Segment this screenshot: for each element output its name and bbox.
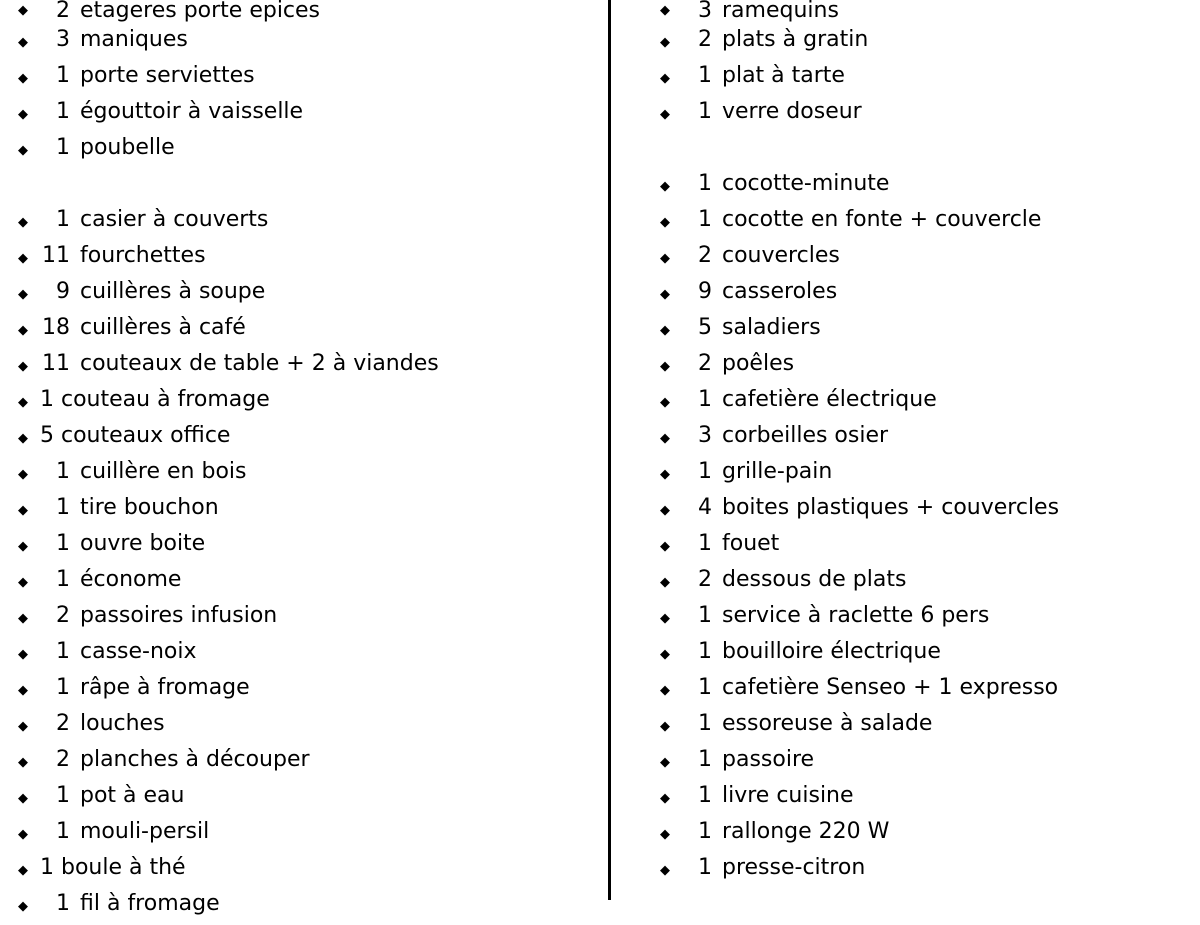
left-column xyxy=(0,0,600,916)
bullet-icon: ◆ xyxy=(18,359,28,374)
item-quantity: 1 xyxy=(698,639,712,664)
item-quantity: 2 xyxy=(698,27,712,52)
item-quantity: 1 xyxy=(40,387,54,412)
bullet-icon: ◆ xyxy=(660,683,670,698)
item-label: presse-citron xyxy=(722,855,866,880)
item-label: fil à fromage xyxy=(80,891,220,916)
bullet-icon: ◆ xyxy=(18,35,28,50)
list-item xyxy=(660,22,1200,58)
item-quantity: 1 xyxy=(56,99,70,124)
right-column xyxy=(660,0,1200,886)
item-quantity: 9 xyxy=(698,279,712,304)
list-item xyxy=(660,706,1200,742)
bullet-icon: ◆ xyxy=(660,107,670,122)
bullet-icon: ◆ xyxy=(660,647,670,662)
list-item xyxy=(660,274,1200,310)
bullet-icon: ◆ xyxy=(18,107,28,122)
item-label: boites plastiques + couvercles xyxy=(722,495,1060,520)
item-quantity: 3 xyxy=(56,27,70,52)
item-quantity: 1 xyxy=(56,531,70,556)
item-quantity: 1 xyxy=(40,855,54,880)
item-quantity: 1 xyxy=(698,207,712,232)
item-quantity: 2 xyxy=(56,0,70,23)
item-quantity: 1 xyxy=(56,567,70,592)
item-label: maniques xyxy=(80,27,188,52)
bullet-icon: ◆ xyxy=(660,71,670,86)
list-item xyxy=(18,0,600,22)
list-item xyxy=(660,166,1200,202)
bullet-icon: ◆ xyxy=(660,215,670,230)
list-item xyxy=(18,22,600,58)
bullet-icon: ◆ xyxy=(18,683,28,698)
item-quantity: 2 xyxy=(56,711,70,736)
bullet-icon: ◆ xyxy=(18,251,28,266)
list-item xyxy=(18,274,600,310)
bullet-icon: ◆ xyxy=(18,791,28,806)
list-item xyxy=(660,778,1200,814)
list-item xyxy=(18,238,600,274)
item-quantity: 1 xyxy=(56,135,70,160)
item-label: essoreuse à salade xyxy=(722,711,933,736)
list-item xyxy=(660,850,1200,886)
list-item xyxy=(660,634,1200,670)
inventory-list-right xyxy=(660,0,1200,886)
list-item xyxy=(660,310,1200,346)
item-quantity: 1 xyxy=(698,531,712,556)
item-quantity: 1 xyxy=(698,675,712,700)
list-item xyxy=(18,490,600,526)
item-label: ouvre boite xyxy=(80,531,206,556)
item-quantity: 1 xyxy=(698,99,712,124)
item-quantity: 3 xyxy=(698,0,712,23)
bullet-icon: ◆ xyxy=(18,3,28,18)
list-item xyxy=(18,742,600,778)
item-quantity: 9 xyxy=(56,279,70,304)
item-quantity: 2 xyxy=(698,243,712,268)
bullet-icon: ◆ xyxy=(18,503,28,518)
item-quantity: 1 xyxy=(698,63,712,88)
item-label: boule à thé xyxy=(61,855,186,880)
item-label: passoire xyxy=(722,747,815,772)
bullet-icon: ◆ xyxy=(660,827,670,842)
item-label: passoires infusion xyxy=(80,603,278,628)
item-label: louches xyxy=(80,711,165,736)
item-label: poubelle xyxy=(80,135,175,160)
item-quantity: 11 xyxy=(42,351,70,376)
item-label: couteaux office xyxy=(61,423,231,448)
item-quantity: 2 xyxy=(698,351,712,376)
item-quantity: 1 xyxy=(698,459,712,484)
list-item xyxy=(18,886,600,916)
item-label: rallonge 220 W xyxy=(722,819,890,844)
list-spacer xyxy=(660,130,1200,166)
item-label: cuillère en bois xyxy=(80,459,247,484)
item-quantity: 1 xyxy=(56,675,70,700)
item-label: fouet xyxy=(722,531,780,556)
list-item xyxy=(660,0,1200,22)
bullet-icon: ◆ xyxy=(660,539,670,554)
bullet-icon: ◆ xyxy=(660,251,670,266)
bullet-icon: ◆ xyxy=(18,719,28,734)
item-quantity: 1 xyxy=(56,783,70,808)
item-label: porte serviettes xyxy=(80,63,255,88)
item-label: grille-pain xyxy=(722,459,833,484)
item-label: service à raclette 6 pers xyxy=(722,603,990,628)
item-label: couteau à fromage xyxy=(61,387,270,412)
item-quantity: 1 xyxy=(56,819,70,844)
list-item xyxy=(18,418,600,454)
bullet-icon: ◆ xyxy=(660,575,670,590)
list-item xyxy=(18,94,600,130)
item-quantity: 1 xyxy=(698,819,712,844)
item-quantity: 11 xyxy=(42,243,70,268)
list-item xyxy=(18,778,600,814)
list-spacer xyxy=(18,166,600,202)
item-quantity: 2 xyxy=(56,603,70,628)
bullet-icon: ◆ xyxy=(18,539,28,554)
bullet-icon: ◆ xyxy=(18,287,28,302)
item-label: pot à eau xyxy=(80,783,185,808)
item-label: planches à découper xyxy=(80,747,310,772)
bullet-icon: ◆ xyxy=(660,179,670,194)
bullet-icon: ◆ xyxy=(18,575,28,590)
list-item xyxy=(18,850,600,886)
bullet-icon: ◆ xyxy=(18,827,28,842)
list-item xyxy=(660,526,1200,562)
item-label: couvercles xyxy=(722,243,840,268)
item-label: mouli-persil xyxy=(80,819,210,844)
item-quantity: 1 xyxy=(56,639,70,664)
item-label: cuillères à soupe xyxy=(80,279,266,304)
bullet-icon: ◆ xyxy=(660,3,670,18)
bullet-icon: ◆ xyxy=(660,467,670,482)
item-label: casse-noix xyxy=(80,639,197,664)
item-label: plat à tarte xyxy=(722,63,845,88)
item-quantity: 1 xyxy=(56,891,70,916)
item-quantity: 4 xyxy=(698,495,712,520)
list-item xyxy=(660,238,1200,274)
list-item xyxy=(18,706,600,742)
list-item xyxy=(18,634,600,670)
bullet-icon: ◆ xyxy=(660,719,670,734)
bullet-icon: ◆ xyxy=(18,431,28,446)
list-item xyxy=(18,670,600,706)
item-label: saladiers xyxy=(722,315,821,340)
item-quantity: 1 xyxy=(56,459,70,484)
list-item xyxy=(18,346,600,382)
item-label: cafetière électrique xyxy=(722,387,937,412)
bullet-icon: ◆ xyxy=(660,863,670,878)
item-quantity: 1 xyxy=(698,783,712,808)
bullet-icon: ◆ xyxy=(660,755,670,770)
bullet-icon: ◆ xyxy=(660,35,670,50)
bullet-icon: ◆ xyxy=(18,611,28,626)
bullet-icon: ◆ xyxy=(660,791,670,806)
item-label: casseroles xyxy=(722,279,838,304)
list-item xyxy=(660,202,1200,238)
list-item xyxy=(660,742,1200,778)
item-label: ramequins xyxy=(722,0,839,23)
item-quantity: 1 xyxy=(698,387,712,412)
bullet-icon: ◆ xyxy=(660,395,670,410)
item-quantity: 18 xyxy=(42,315,70,340)
list-item xyxy=(660,490,1200,526)
item-label: cocotte en fonte + couvercle xyxy=(722,207,1042,232)
list-item xyxy=(18,382,600,418)
item-quantity: 1 xyxy=(56,207,70,232)
bullet-icon: ◆ xyxy=(18,647,28,662)
bullet-icon: ◆ xyxy=(18,395,28,410)
inventory-list-left xyxy=(18,0,600,916)
item-label: verre doseur xyxy=(722,99,862,124)
item-label: dessous de plats xyxy=(722,567,907,592)
list-item xyxy=(18,130,600,166)
bullet-icon: ◆ xyxy=(18,323,28,338)
list-item xyxy=(660,382,1200,418)
item-label: cafetière Senseo + 1 expresso xyxy=(722,675,1059,700)
bullet-icon: ◆ xyxy=(660,287,670,302)
bullet-icon: ◆ xyxy=(660,359,670,374)
list-item xyxy=(660,454,1200,490)
list-item xyxy=(660,814,1200,850)
list-item xyxy=(18,814,600,850)
bullet-icon: ◆ xyxy=(18,863,28,878)
item-quantity: 1 xyxy=(698,603,712,628)
item-quantity: 1 xyxy=(56,495,70,520)
item-label: livre cuisine xyxy=(722,783,854,808)
item-quantity: 2 xyxy=(698,567,712,592)
item-quantity: 1 xyxy=(698,747,712,772)
column-divider xyxy=(608,0,611,900)
item-label: cocotte-minute xyxy=(722,171,890,196)
item-label: égouttoir à vaisselle xyxy=(80,99,304,124)
item-quantity: 5 xyxy=(40,423,54,448)
item-quantity: 3 xyxy=(698,423,712,448)
item-label: etageres porte epices xyxy=(80,0,321,23)
item-label: couteaux de table + 2 à viandes xyxy=(80,351,439,376)
item-label: bouilloire électrique xyxy=(722,639,941,664)
bullet-icon: ◆ xyxy=(18,71,28,86)
item-label: cuillères à café xyxy=(80,315,246,340)
item-label: râpe à fromage xyxy=(80,675,250,700)
item-label: économe xyxy=(80,567,182,592)
item-label: poêles xyxy=(722,351,795,376)
item-quantity: 1 xyxy=(698,171,712,196)
item-label: casier à couverts xyxy=(80,207,269,232)
bullet-icon: ◆ xyxy=(660,611,670,626)
bullet-icon: ◆ xyxy=(660,503,670,518)
item-quantity: 1 xyxy=(698,855,712,880)
list-item xyxy=(660,94,1200,130)
item-quantity: 1 xyxy=(56,63,70,88)
list-item xyxy=(18,454,600,490)
list-item xyxy=(660,562,1200,598)
item-quantity: 1 xyxy=(698,711,712,736)
item-label: tire bouchon xyxy=(80,495,219,520)
list-item xyxy=(660,346,1200,382)
bullet-icon: ◆ xyxy=(18,143,28,158)
list-item xyxy=(18,562,600,598)
list-item xyxy=(660,418,1200,454)
list-item xyxy=(18,58,600,94)
list-item xyxy=(660,598,1200,634)
list-item xyxy=(660,58,1200,94)
list-item xyxy=(18,598,600,634)
item-label: fourchettes xyxy=(80,243,206,268)
bullet-icon: ◆ xyxy=(18,755,28,770)
item-quantity: 5 xyxy=(698,315,712,340)
bullet-icon: ◆ xyxy=(660,323,670,338)
list-item xyxy=(18,526,600,562)
list-item xyxy=(18,202,600,238)
bullet-icon: ◆ xyxy=(18,899,28,914)
item-label: corbeilles osier xyxy=(722,423,889,448)
bullet-icon: ◆ xyxy=(18,215,28,230)
list-item xyxy=(18,310,600,346)
list-item xyxy=(660,670,1200,706)
bullet-icon: ◆ xyxy=(18,467,28,482)
item-label: plats à gratin xyxy=(722,27,869,52)
item-quantity: 2 xyxy=(56,747,70,772)
bullet-icon: ◆ xyxy=(660,431,670,446)
